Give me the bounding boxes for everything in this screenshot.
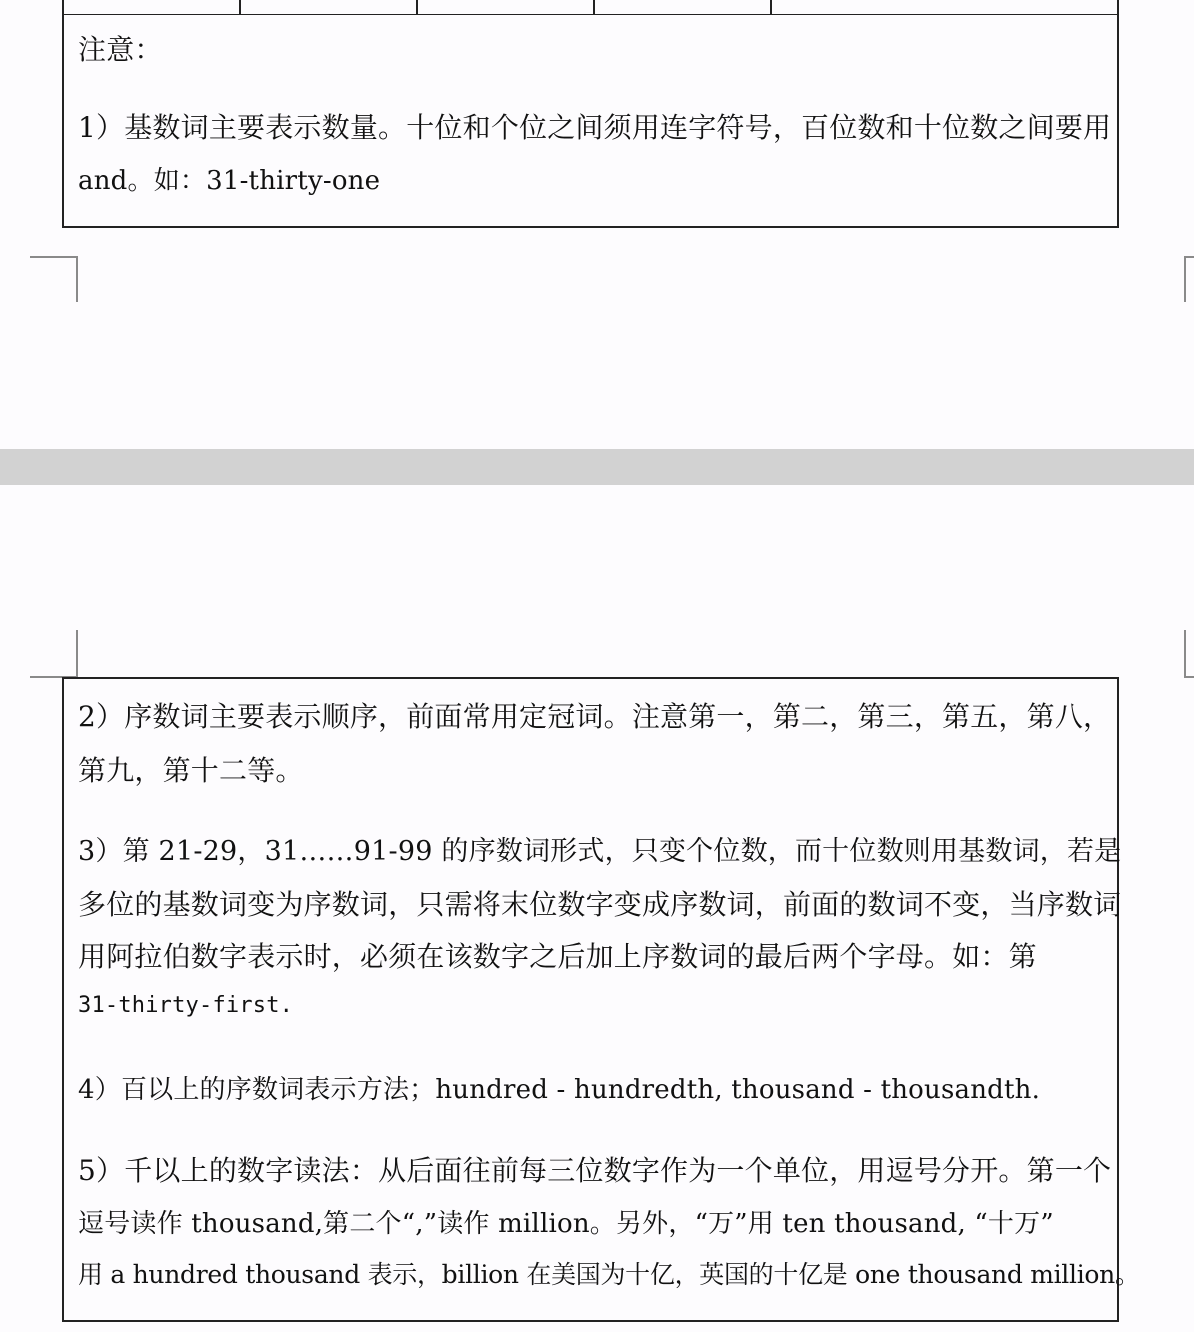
item-5-line-3: 用 a hundred thousand 表示，billion 在美国为十亿，英国的十亿是 one thousand million。 <box>78 1260 1140 1289</box>
item-2-line-1: 2）序数词主要表示顺序，前面常用定冠词。注意第一，第二，第三，第五，第八， <box>78 700 1112 733</box>
table-cell-divider <box>416 0 418 14</box>
table-cell-divider <box>239 0 241 14</box>
note-table-cell <box>62 0 1119 228</box>
item-3-line-4: 31-thirty-first. <box>78 993 294 1018</box>
crop-mark-top-right <box>1184 256 1194 258</box>
crop-mark-top-right <box>1184 256 1186 302</box>
note-heading: 注意： <box>78 33 163 66</box>
item-4-line-1: 4）百以上的序数词表示方法；hundred - hundredth, thousand - thousandth. <box>78 1075 1041 1105</box>
item-3-line-1: 3）第 21-29，31……91-99 的序数词形式，只变个位数，而十位数则用基数词，若是 <box>78 836 1122 867</box>
crop-mark-bottom-right <box>1184 630 1186 677</box>
table-row-above <box>64 0 1117 15</box>
item-5-line-1: 5）千以上的数字读法：从后面往前每三位数字作为一个单位，用逗号分开。第一个 <box>78 1154 1112 1187</box>
item-2-line-2: 第九，第十二等。 <box>78 754 304 787</box>
table-cell-divider <box>593 0 595 14</box>
table-cell-divider <box>770 0 772 14</box>
page-separator <box>0 449 1194 485</box>
ordinal-rules-cell <box>62 677 1140 1322</box>
note-item-1-line-1: 1）基数词主要表示数量。十位和个位之间须用连字符号，百位数和十位数之间要用 <box>78 111 1112 144</box>
document-page-top <box>0 0 1194 449</box>
crop-mark-bottom-left <box>76 630 78 677</box>
item-3-line-2: 多位的基数词变为序数词，只需将末位数字变成序数词，前面的数词不变，当序数词 <box>78 888 1122 921</box>
crop-mark-top-left <box>30 256 77 258</box>
item-5-line-2: 逗号读作 thousand,第二个“,”读作 million。另外，“万”用 ten thousand, “十万” <box>78 1209 1054 1239</box>
item-3-line-3: 用阿拉伯数字表示时，必须在该数字之后加上序数词的最后两个字母。如：第 <box>78 940 1037 973</box>
note-item-1-line-2: and。如：31-thirty-one <box>78 166 381 196</box>
crop-mark-bottom-right <box>1184 676 1194 678</box>
crop-mark-top-left <box>76 256 78 302</box>
